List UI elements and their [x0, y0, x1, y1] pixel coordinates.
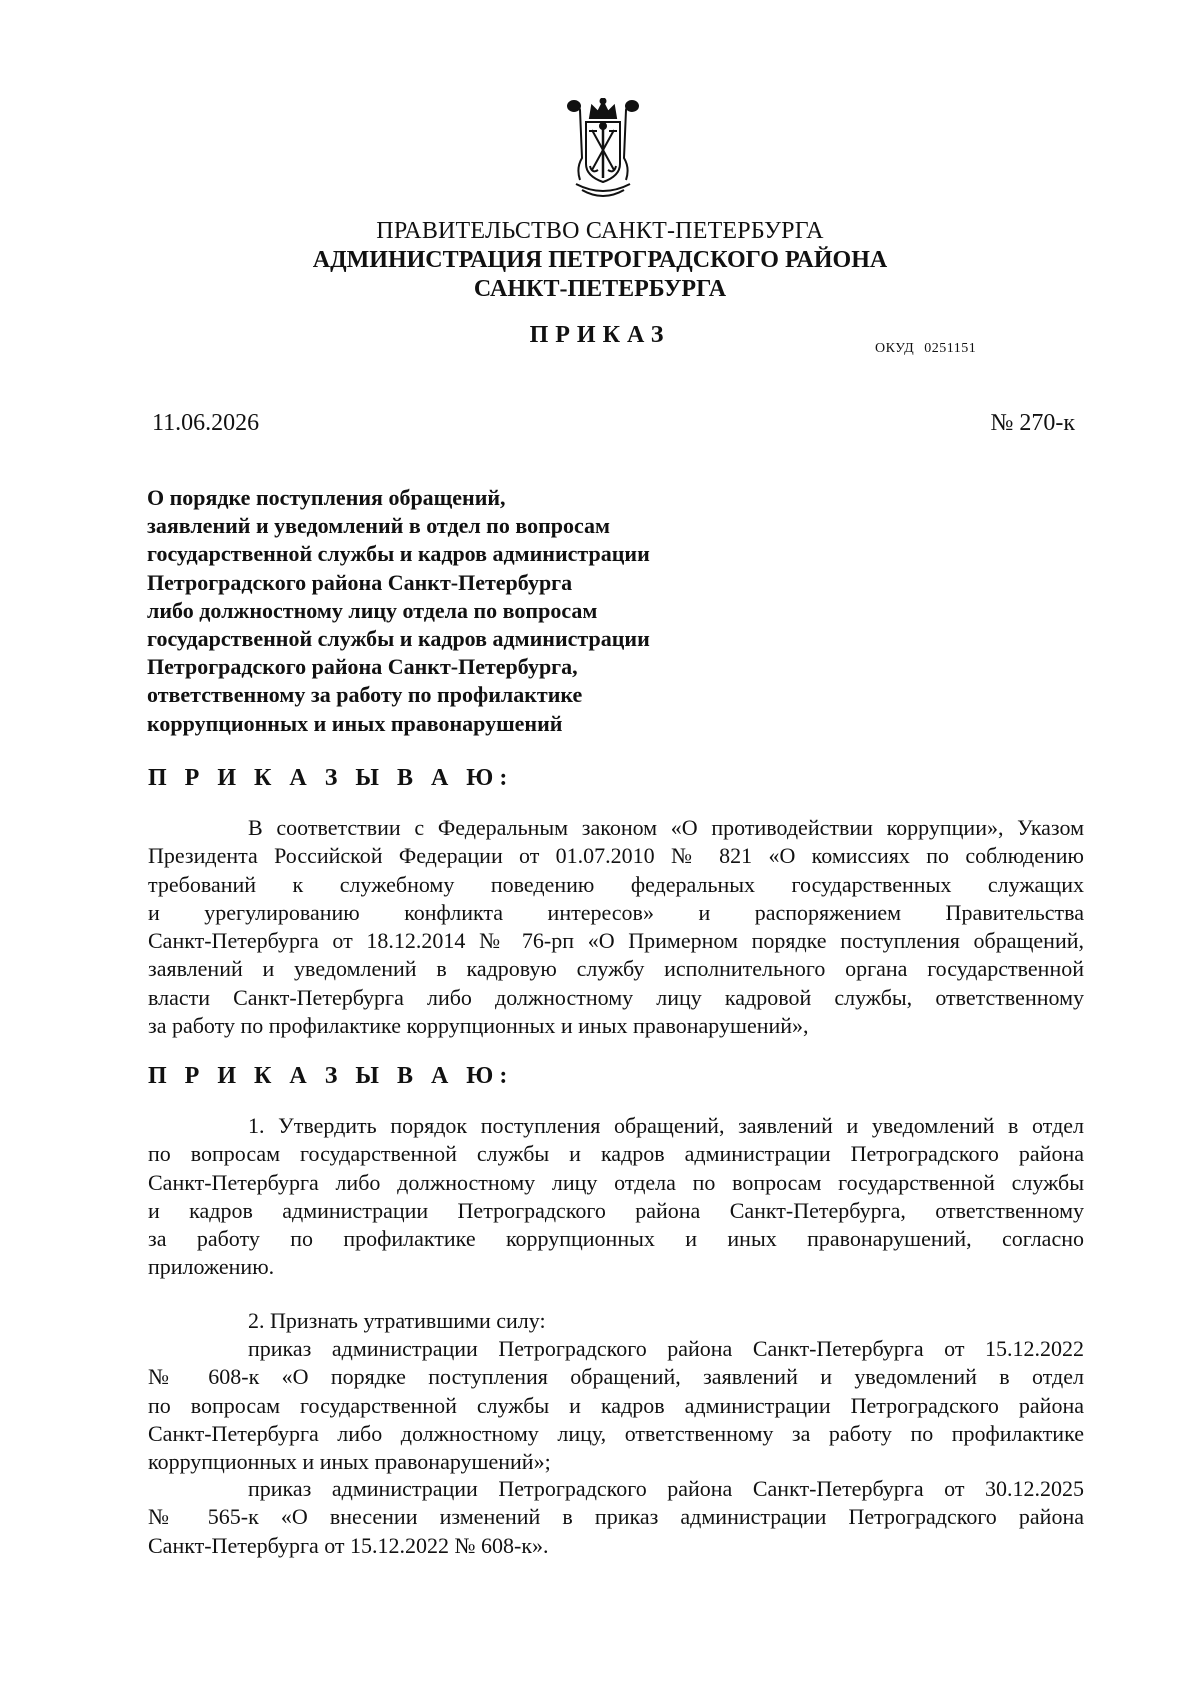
- subject-line: государственной службы и кадров администрации: [147, 626, 650, 652]
- paragraph-line: коррупционных и иных правонарушений»;: [148, 1449, 551, 1475]
- subject-line: либо должностному лицу отдела по вопросам: [147, 597, 598, 623]
- item-2-order-1: [148, 1335, 1084, 1476]
- paragraph-line: за работу по профилактике коррупционных и иных правонарушений»,: [148, 1013, 809, 1039]
- paragraph-line: и кадров администрации Петроградского района Санкт-Петербурга, ответственному: [148, 1197, 1084, 1223]
- administration-name: АДМИНИСТРАЦИЯ ПЕТРОГРАДСКОГО РАЙОНА: [312, 247, 888, 273]
- preamble-paragraph: [148, 814, 1084, 1040]
- document-date: 11.06.2026: [152, 410, 260, 436]
- government-name: ПРАВИТЕЛЬСТВО САНКТ-ПЕТЕРБУРГА: [376, 218, 824, 244]
- item-2-order-2: [148, 1475, 1084, 1560]
- paragraph-line: приказ администрации Петроградского района Санкт-Петербурга от 30.12.2025: [248, 1476, 1084, 1501]
- paragraph-line: власти Санкт-Петербурга либо должностному лицу кадровой службы, ответственному: [148, 984, 1084, 1010]
- subject-line: ответственному за работу по профилактике: [147, 682, 583, 708]
- subject-line: Петроградского района Санкт-Петербурга,: [147, 654, 578, 680]
- city-name: САНКТ-ПЕТЕРБУРГА: [473, 276, 727, 302]
- subject-line: О порядке поступления обращений,: [147, 485, 506, 510]
- paragraph-line: 1. Утвердить порядок поступления обращений, заявлений и уведомлений в отдел: [248, 1113, 1084, 1138]
- paragraph-line: В соответствии с Федеральным законом «О противодействии коррупции», Указом: [248, 815, 1084, 840]
- paragraph-line: приказ администрации Петроградского района Санкт-Петербурга от 15.12.2022: [248, 1336, 1084, 1361]
- paragraph-line: за работу по профилактике коррупционных и иных правонарушений, согласно: [148, 1226, 1084, 1252]
- paragraph-line: приложению.: [148, 1254, 275, 1280]
- paragraph-line: по вопросам государственной службы и кадров администрации Петроградского района: [148, 1392, 1084, 1418]
- decree-heading: П Р И К А З Ы В А Ю:: [148, 765, 514, 791]
- okud-code: [875, 341, 976, 357]
- paragraph-line: Санкт-Петербурга от 18.12.2014 № 76-рп «О Примерном порядке поступления обращений,: [148, 928, 1084, 954]
- paragraph-line: требований к служебному поведению федеральных государственных служащих: [148, 871, 1084, 897]
- document-type-title: ПРИКАЗ: [529, 322, 671, 348]
- paragraph-line: 2. Признать утратившими силу:: [248, 1308, 546, 1333]
- paragraph-line: заявлений и уведомлений в кадровую службу исполнительного органа государственной: [148, 956, 1084, 982]
- okud-label: ОКУД: [875, 341, 915, 356]
- paragraph-line: Президента Российской Федерации от 01.07.2010 № 821 «О комиссиях по соблюдению: [148, 843, 1084, 869]
- item-2-title: [148, 1307, 1084, 1335]
- subject-line: государственной службы и кадров администрации: [147, 541, 650, 567]
- okud-value: 0251151: [924, 341, 977, 356]
- paragraph-line: Санкт-Петербурга либо должностному лицу отдела по вопросам государственной службы: [148, 1169, 1084, 1195]
- subject-line: коррупционных и иных правонарушений: [147, 710, 563, 736]
- order-subject: [147, 484, 747, 738]
- decree-heading: П Р И К А З Ы В А Ю:: [148, 1063, 514, 1089]
- subject-line: Петроградского района Санкт-Петербурга: [147, 569, 573, 595]
- paragraph-line: и урегулированию конфликта интересов» и распоряжением Правительства: [148, 899, 1084, 925]
- item-1-paragraph: [148, 1112, 1084, 1282]
- document-number: № 270-к: [990, 410, 1075, 436]
- paragraph-line: Санкт-Петербурга либо должностному лицу, ответственному за работу по профилактике: [148, 1420, 1084, 1446]
- paragraph-line: по вопросам государственной службы и кадров администрации Петроградского района: [148, 1141, 1084, 1167]
- paragraph-line: № 565-к «О внесении изменений в приказ администрации Петроградского района: [148, 1504, 1084, 1530]
- subject-line: заявлений и уведомлений в отдел по вопросам: [147, 513, 611, 539]
- paragraph-line: № 608-к «О порядке поступления обращений, заявлений и уведомлений в отдел: [148, 1364, 1084, 1390]
- coat-of-arms-emblem: [562, 98, 644, 202]
- paragraph-line: Санкт-Петербурга от 15.12.2022 № 608-к».: [148, 1532, 549, 1558]
